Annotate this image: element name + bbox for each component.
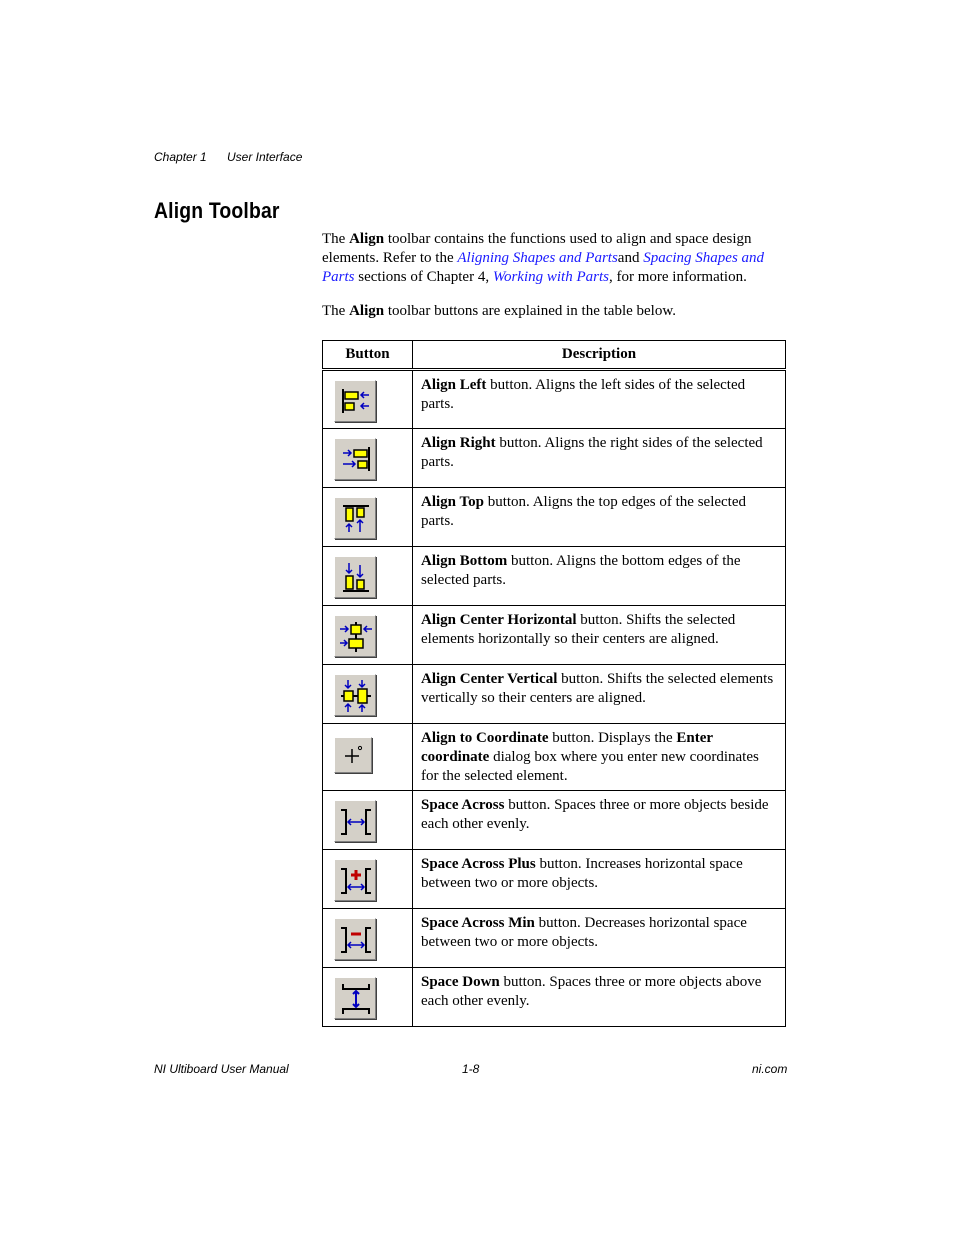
- link-working-with-parts[interactable]: Working with Parts: [492, 269, 609, 285]
- space-across-min-icon: [334, 918, 376, 960]
- space-down-icon: [334, 977, 376, 1019]
- description-cell: Align Center Horizontal button. Shifts the selected elements horizontally so their centers are aligned.: [413, 606, 786, 665]
- section-label: User Interface: [227, 150, 303, 164]
- align-center-vertical-icon: [334, 674, 376, 716]
- intro-bold: Align: [349, 303, 385, 319]
- align-bottom-icon: [334, 556, 376, 598]
- intro-text: toolbar buttons are explained in the table below.: [384, 303, 676, 319]
- align-right-icon: [334, 438, 376, 480]
- table-row: [323, 606, 786, 665]
- table-row: [323, 850, 786, 909]
- description-cell: Space Across Plus button. Increases horizontal space between two or more objects.: [413, 850, 786, 909]
- intro-bold: Align: [349, 231, 385, 247]
- table-row: [323, 665, 786, 724]
- table-header-row: [323, 341, 786, 370]
- intro-text: and: [617, 250, 644, 266]
- running-header: [154, 150, 302, 164]
- table-row: [323, 488, 786, 547]
- description-cell: Align Center Vertical button. Shifts the selected elements vertically so their centers are aligned.: [413, 665, 786, 724]
- intro-text: The: [322, 303, 350, 319]
- page-title: Align Toolbar: [154, 198, 280, 223]
- description-cell: Space Across button. Spaces three or more objects beside each other evenly.: [413, 791, 786, 850]
- table-row: [323, 724, 786, 791]
- description-cell: Align Bottom button. Aligns the bottom edges of the selected parts.: [413, 547, 786, 606]
- footer-manual-title: NI Ultiboard User Manual: [154, 1062, 289, 1076]
- intro-text: The: [322, 231, 350, 247]
- align-center-horizontal-icon: [334, 615, 376, 657]
- column-header-button: Button: [323, 341, 413, 370]
- table-row: [323, 968, 786, 1027]
- table-row: [323, 909, 786, 968]
- toolbar-buttons-table: [322, 340, 786, 1027]
- space-across-icon: [334, 800, 376, 842]
- footer-page-number: 1-8: [462, 1062, 480, 1076]
- table-row: [323, 547, 786, 606]
- chapter-label: Chapter 1: [154, 150, 207, 164]
- description-cell: Align to Coordinate button. Displays the Enter coordinate dialog box where you enter new coordinates for the selected element.: [413, 724, 786, 791]
- description-cell: Space Down button. Spaces three or more objects above each other evenly.: [413, 968, 786, 1027]
- description-cell: Align Top button. Aligns the top edges of the selected parts.: [413, 488, 786, 547]
- intro-text: , for more information.: [608, 269, 747, 285]
- footer-website: ni.com: [752, 1062, 788, 1076]
- description-cell: Align Left button. Aligns the left sides of the selected parts.: [413, 370, 786, 429]
- align-to-coordinate-icon: [334, 737, 372, 773]
- link-spacing-shapes[interactable]: Spacing Shapes and Parts: [322, 250, 765, 285]
- table-row: [323, 429, 786, 488]
- table-row: [323, 370, 786, 429]
- intro-paragraph-2: [322, 302, 788, 321]
- link-aligning-shapes[interactable]: Aligning Shapes and Parts: [457, 250, 618, 266]
- align-top-icon: [334, 497, 376, 539]
- intro-paragraph: [322, 230, 788, 287]
- intro-text: toolbar contains the functions used to align and space design elements. Refer to the: [322, 231, 752, 266]
- intro-text: sections of Chapter 4,: [354, 269, 493, 285]
- column-header-description: Description: [413, 341, 786, 370]
- space-across-plus-icon: [334, 859, 376, 901]
- table-row: [323, 791, 786, 850]
- description-cell: Align Right button. Aligns the right sides of the selected parts.: [413, 429, 786, 488]
- description-cell: Space Across Min button. Decreases horizontal space between two or more objects.: [413, 909, 786, 968]
- align-left-icon: [334, 380, 376, 422]
